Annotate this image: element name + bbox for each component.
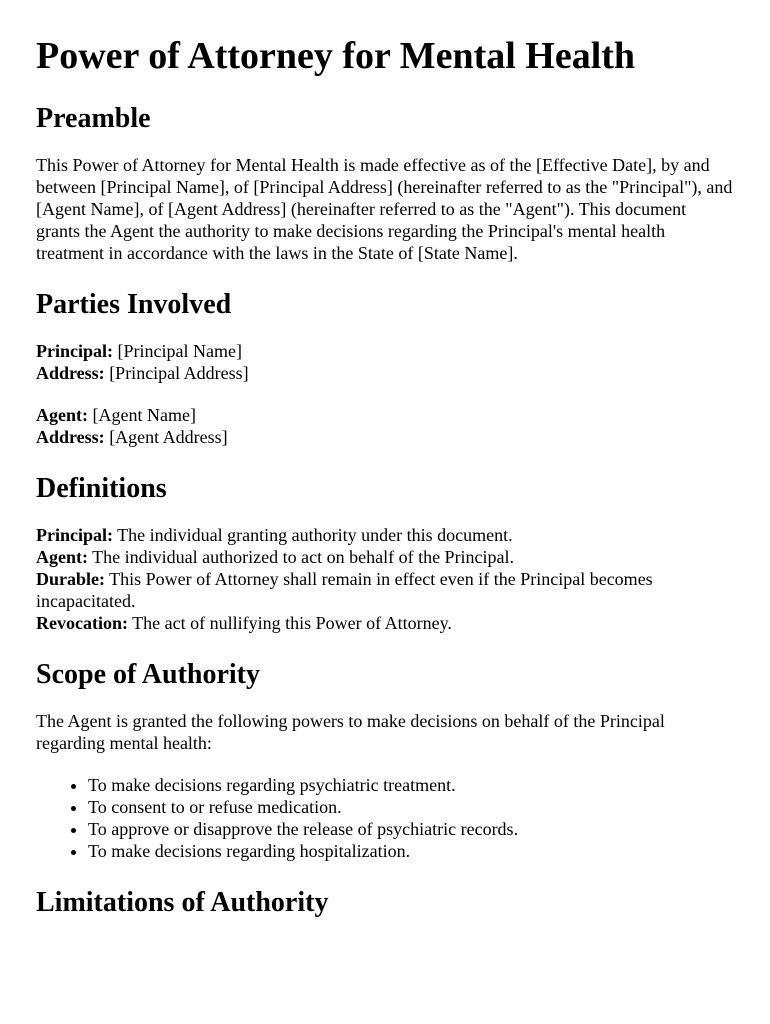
document-title: Power of Attorney for Mental Health [36, 35, 636, 77]
definitions-heading: Definitions [36, 473, 167, 504]
preamble-heading: Preamble [36, 103, 151, 134]
definitions-section [36, 472, 734, 634]
list-item: • To consent to or refuse medication. [88, 796, 734, 818]
definition-item [36, 546, 734, 568]
agent-label: Agent: [36, 405, 88, 425]
definition-item [36, 612, 734, 634]
agent-value: [Agent Name] [88, 405, 196, 425]
principal-label: Principal: [36, 341, 113, 361]
agent-block [36, 404, 734, 448]
principal-line [36, 340, 734, 362]
definition-item [36, 524, 734, 546]
agent-address-label: Address: [36, 427, 105, 447]
limitations-section [36, 886, 734, 920]
principal-address-value: [Principal Address] [104, 363, 249, 383]
agent-address-line [36, 426, 734, 448]
principal-address-line [36, 362, 734, 384]
preamble-section [36, 102, 734, 264]
definition-term: Revocation: [36, 613, 128, 633]
limitations-heading: Limitations of Authority [36, 887, 329, 918]
parties-section [36, 288, 734, 448]
definition-term: Durable: [36, 569, 105, 589]
list-item: • To make decisions regarding psychiatric treatment. [88, 774, 734, 796]
list-item: • To approve or disapprove the release of psychiatric records. [88, 818, 734, 840]
parties-heading: Parties Involved [36, 289, 232, 320]
agent-line [36, 404, 734, 426]
list-item: • To make decisions regarding hospitalization. [88, 840, 734, 862]
scope-heading: Scope of Authority [36, 659, 260, 690]
agent-address-value: [Agent Address] [104, 427, 228, 447]
scope-section [36, 658, 734, 862]
preamble-text: This Power of Attorney for Mental Health is made effective as of the [Effective Date], by and between [Principal Name], of [Principal Address] (hereinafter referred to as the "Principal"), and [Agent Name], of [Agent Address] (hereinafter referred to as the "Agent"). This document grants the Agent the authority to make decisions regarding the Principal's mental health treatment in accordance with the laws in the State of [State Name]. [36, 155, 733, 263]
definition-term: Agent: [36, 547, 88, 567]
principal-address-label: Address: [36, 363, 105, 383]
principal-value: [Principal Name] [113, 341, 242, 361]
definition-text: The individual authorized to act on behalf of the Principal. [88, 547, 515, 567]
scope-intro: The Agent is granted the following powers to make decisions on behalf of the Principal regarding mental health: [36, 711, 665, 753]
definition-text: The individual granting authority under this document. [113, 525, 513, 545]
definitions-list [36, 524, 734, 634]
definition-text: The act of nullifying this Power of Attorney. [127, 613, 452, 633]
definition-text: This Power of Attorney shall remain in effect even if the Principal becomes incapacitated. [36, 569, 653, 611]
definition-item [36, 568, 734, 612]
principal-block [36, 340, 734, 384]
definition-term: Principal: [36, 525, 113, 545]
scope-list [36, 774, 734, 862]
